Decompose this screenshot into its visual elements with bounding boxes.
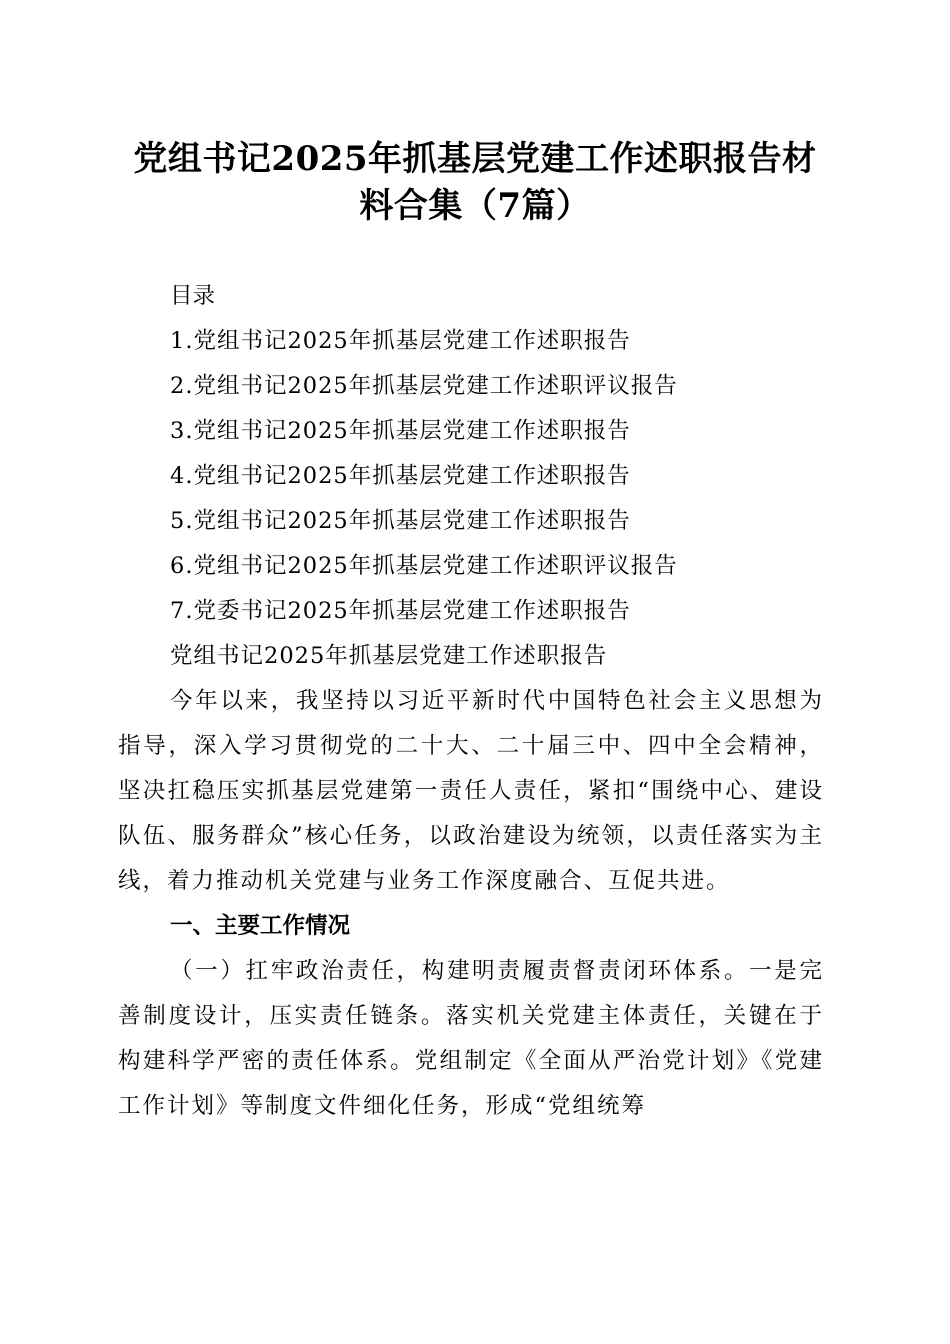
article-title: 党组书记2025年抓基层党建工作述职报告	[170, 643, 608, 669]
title-line-1: 党组书记2025年抓基层党建工作述职报告材	[133, 139, 817, 179]
section-heading: 一、主要工作情况	[170, 913, 351, 939]
document-title	[110, 136, 840, 230]
intro-paragraph: 今年以来，我坚持以习近平新时代中国特色社会主义思想为指导，深入学习贯彻党的二十大、二十届三中、四中全会精神，坚决扛稳压实抓基层党建第一责任人责任，紧扣“围绕中心、建设队伍、服务群众”核心任务，以政治建设为统领，以责任落实为主线，着力推动机关党建与业务工作深度融合、互促共进。	[118, 688, 824, 894]
title-line-2: 料合集（7篇）	[359, 186, 591, 226]
toc-item-7: 7.党委书记2025年抓基层党建工作述职报告	[170, 598, 631, 624]
toc-item-5: 5.党组书记2025年抓基层党建工作述职报告	[170, 508, 631, 534]
toc-heading: 目录	[170, 283, 216, 309]
toc-item-6: 6.党组书记2025年抓基层党建工作述职评议报告	[170, 553, 678, 579]
toc-item-4: 4.党组书记2025年抓基层党建工作述职报告	[170, 463, 631, 489]
toc-item-2: 2.党组书记2025年抓基层党建工作述职评议报告	[170, 373, 678, 399]
section-paragraph: （一）扛牢政治责任，构建明责履责督责闭环体系。一是完善制度设计，压实责任链条。落实机关党建主体责任，关键在于构建科学严密的责任体系。党组制定《全面从严治党计划》《党建工作计划》等制度文件细化任务，形成“党组统筹	[118, 958, 824, 1119]
document-body	[118, 274, 824, 1129]
toc-item-1: 1.党组书记2025年抓基层党建工作述职报告	[170, 328, 631, 354]
toc-item-3: 3.党组书记2025年抓基层党建工作述职报告	[170, 418, 631, 444]
